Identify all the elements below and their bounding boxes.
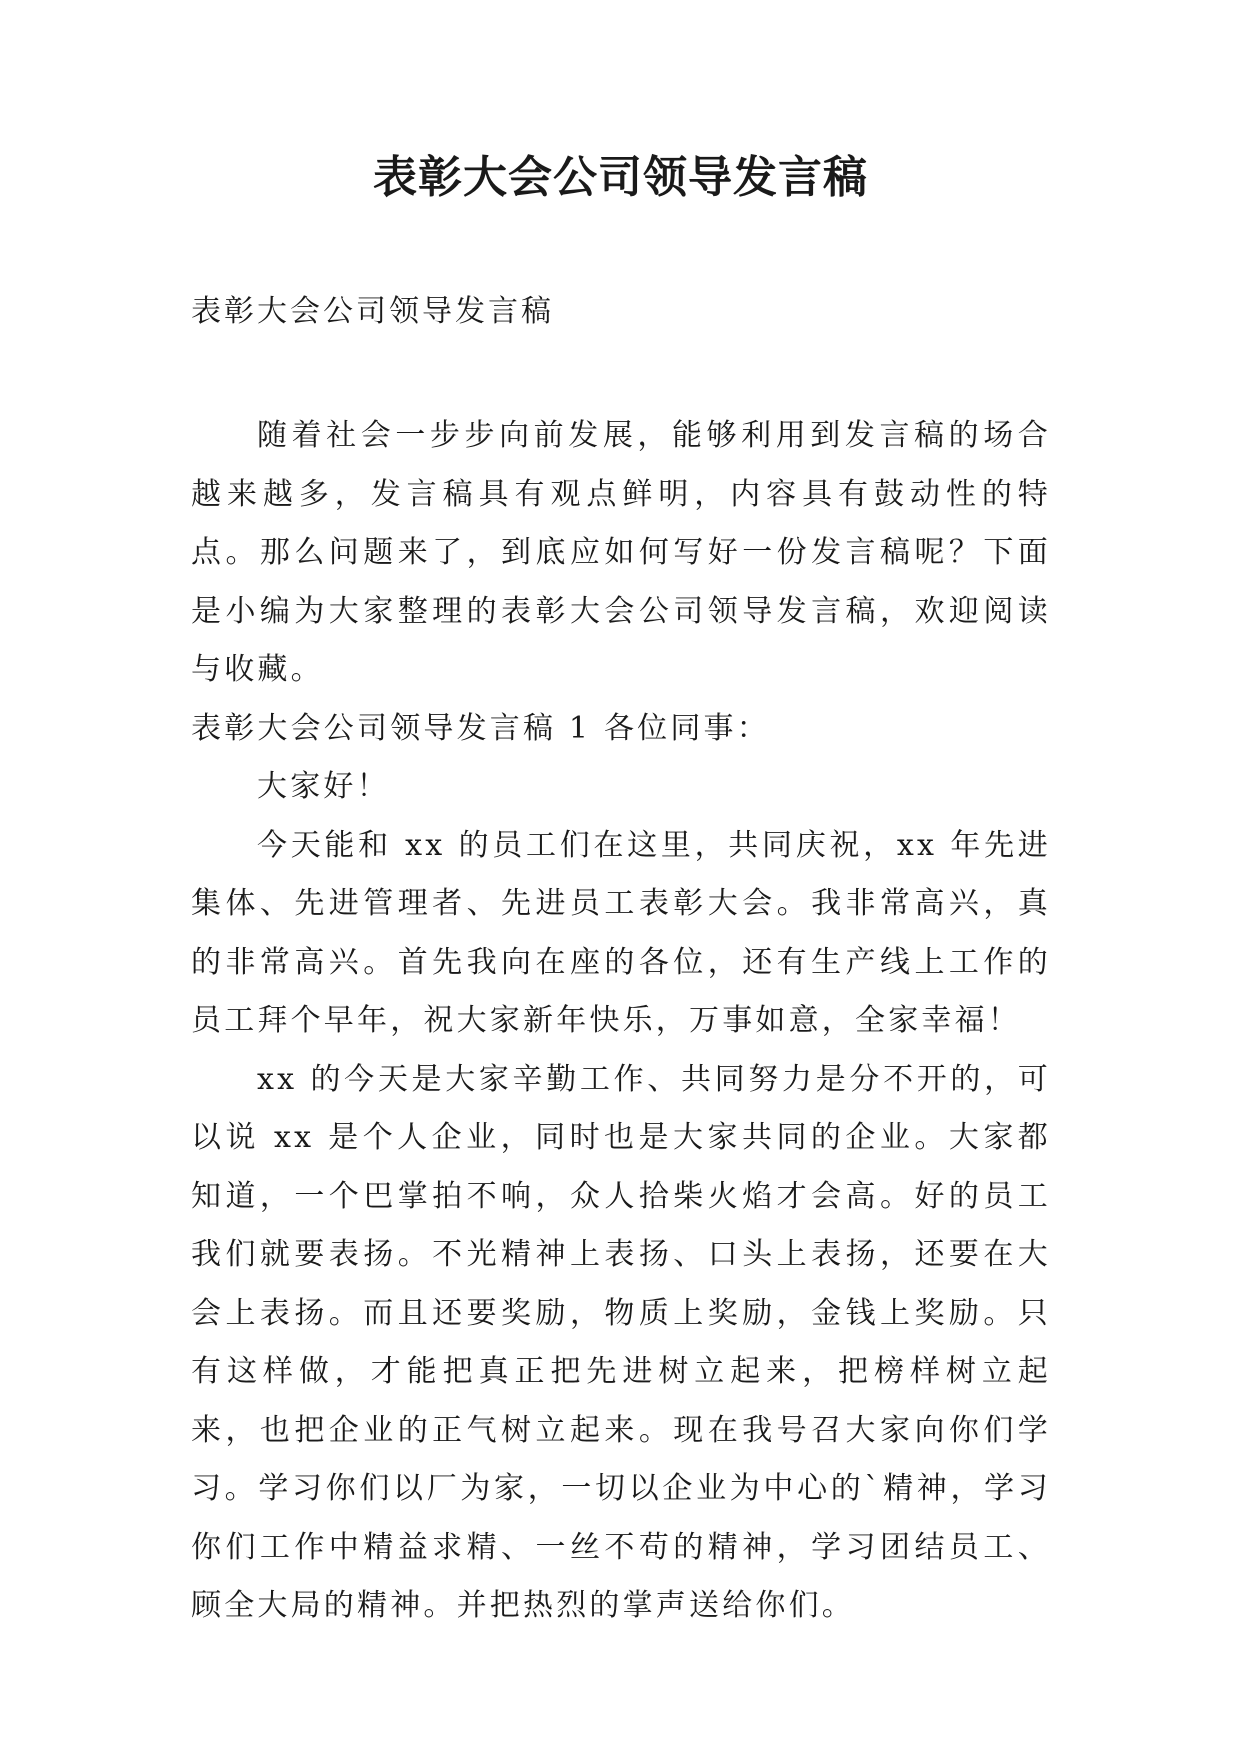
paragraph-praise: xx 的今天是大家辛勤工作、共同努力是分不开的，可以说 xx 是个人企业，同时也是大家共同的企业。大家都知道，一个巴掌拍不响，众人拾柴火焰才会高。好的员工我们就要表扬。不光精神上表扬、口头上表扬，还要在大会上表扬。而且还要奖励，物质上奖励，金钱上奖励。只有这样做，才能把真正把先进树立起来，把榜样树立起来，也把企业的正气树立起来。现在我号召大家向你们学习。学习你们以厂为家，一切以企业为中心的`精神，学习你们工作中精益求精、一丝不苟的精神，学习团结员工、顾全大局的精神。并把热烈的掌声送给你们。 bbox=[191, 1061, 1051, 1623]
paragraph-speech-heading: 表彰大会公司领导发言稿 1 各位同事： bbox=[191, 710, 770, 746]
document-subtitle: 表彰大会公司领导发言稿 bbox=[191, 294, 554, 329]
paragraph-greeting: 大家好！ bbox=[257, 769, 390, 804]
document-body bbox=[191, 407, 1051, 1636]
paragraph-intro: 随着社会一步步向前发展，能够利用到发言稿的场合越来越多，发言稿具有观点鲜明，内容具有鼓动性的特点。那么问题来了，到底应如何写好一份发言稿呢？下面是小编为大家整理的表彰大会公司领导发言稿，欢迎阅读与收藏。 bbox=[191, 418, 1051, 687]
paragraph-celebration: 今天能和 xx 的员工们在这里，共同庆祝，xx 年先进集体、先进管理者、先进员工表彰大会。我非常高兴，真的非常高兴。首先我向在座的各位，还有生产线上工作的员工拜个早年，祝大家新年快乐，万事如意，全家幸福！ bbox=[191, 827, 1051, 1038]
document-title: 表彰大会公司领导发言稿 bbox=[373, 152, 868, 203]
